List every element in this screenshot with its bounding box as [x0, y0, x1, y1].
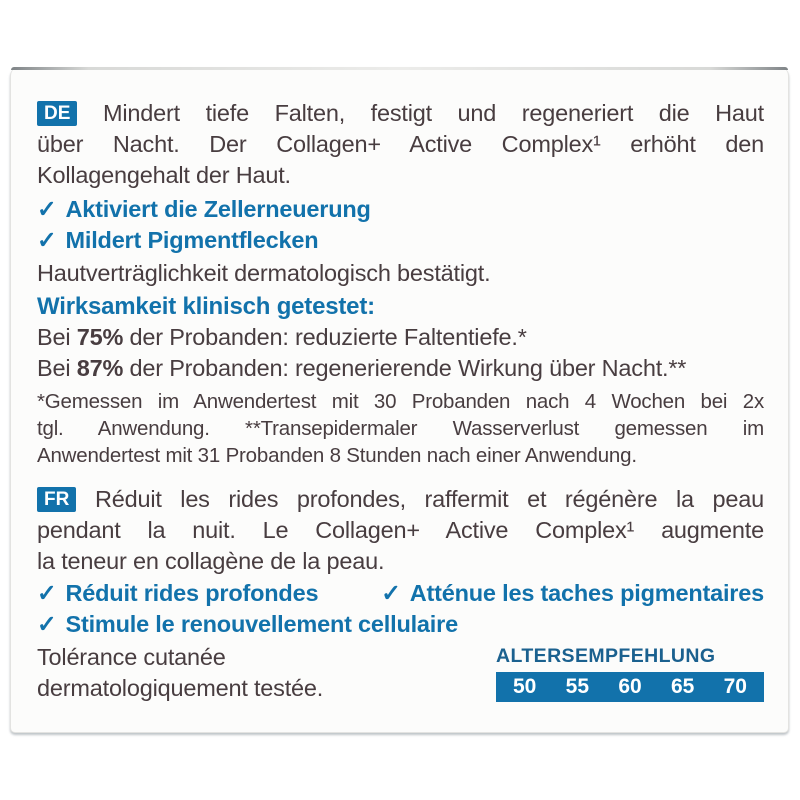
de-efficacy-heading: Wirksamkeit klinisch getestet:: [37, 293, 375, 320]
de-claim-pigment-spots: [37, 225, 764, 256]
checkmark-icon: ✓: [37, 227, 57, 253]
age-recommendation-bar: [496, 672, 764, 702]
stat-prefix: Bei: [37, 324, 71, 350]
panel-content: [37, 98, 764, 704]
fr-claim-deep-wrinkles-label: Réduit rides profondes: [65, 580, 319, 606]
checkmark-icon: ✓: [37, 580, 57, 606]
de-claim-cell-renewal-label: Aktiviert die Zellerneuerung: [65, 196, 371, 222]
de-footnote-line-1: *Gemessen im Anwendertest mit 30 Probanden nach 4 Wochen bei 2x: [37, 390, 764, 413]
fr-tolerance-line-2: dermatologiquement testée.: [37, 675, 324, 701]
de-paragraph-line-2: über Nacht. Der Collagen+ Active Complex¹ erhöht den: [37, 131, 764, 157]
age-value-50: 50: [513, 675, 537, 698]
fr-tolerance-statement: [37, 642, 323, 704]
de-tolerance-statement: Hautverträglichkeit dermatologisch bestätigt.: [37, 260, 491, 286]
de-paragraph-text-1: Mindert tiefe Falten, festigt und regeneriert die Haut: [103, 100, 764, 126]
de-paragraph-line-3: Kollagengehalt der Haut.: [37, 162, 291, 188]
de-footnote-line-3: Anwendertest mit 31 Probanden 8 Stunden nach einer Anwendung.: [37, 444, 637, 467]
fr-claims-row: [37, 578, 764, 609]
fr-claim-cell-renewal: [37, 609, 764, 640]
fr-claim-pigment-spots: [381, 578, 764, 609]
product-box-back-panel: [10, 67, 789, 733]
de-claim-cell-renewal: [37, 194, 764, 225]
fr-language-badge: FR: [37, 487, 76, 512]
checkmark-icon: ✓: [381, 580, 401, 606]
stat-rest: der Probanden: regenerierende Wirkung über Nacht.**: [129, 355, 687, 381]
fr-paragraph-line-1: [37, 484, 764, 515]
fr-claim-pigment-spots-label: Atténue les taches pigmentaires: [409, 580, 764, 606]
fr-claim-deep-wrinkles: [37, 578, 318, 609]
bottom-row: [37, 642, 764, 704]
age-recommendation-label: ALTERSEMPFEHLUNG: [496, 645, 716, 667]
age-value-55: 55: [565, 675, 590, 698]
age-recommendation: [496, 642, 764, 702]
stat-value: 87%: [76, 355, 124, 381]
de-paragraph-line-1: [37, 98, 764, 129]
de-claim-pigment-spots-label: Mildert Pigmentflecken: [65, 227, 319, 253]
stat-rest: der Probanden: reduzierte Faltentiefe.*: [129, 324, 527, 350]
de-language-badge: DE: [37, 101, 77, 126]
fr-paragraph-line-3: la teneur en collagène de la peau.: [37, 548, 385, 574]
stat-value: 75%: [76, 324, 124, 350]
age-value-70: 70: [723, 675, 747, 698]
de-stat-wrinkle-depth: [37, 322, 764, 353]
de-stat-regeneration: [37, 353, 764, 384]
de-footnote-line-2: tgl. Anwendung. **Transepidermaler Wasserverlust gemessen im: [37, 417, 764, 440]
checkmark-icon: ✓: [37, 611, 57, 637]
stat-prefix: Bei: [37, 355, 71, 381]
fr-claim-cell-renewal-label: Stimule le renouvellement cellulaire: [65, 611, 458, 637]
fr-paragraph-line-2: pendant la nuit. Le Collagen+ Active Complex¹ augmente: [37, 517, 764, 543]
fr-paragraph-text-1: Réduit les rides profondes, raffermit et régénère la peau: [94, 486, 764, 512]
age-value-65: 65: [670, 675, 695, 698]
fr-tolerance-line-1: Tolérance cutanée: [37, 644, 226, 670]
checkmark-icon: ✓: [37, 196, 57, 222]
age-value-60: 60: [618, 675, 642, 698]
